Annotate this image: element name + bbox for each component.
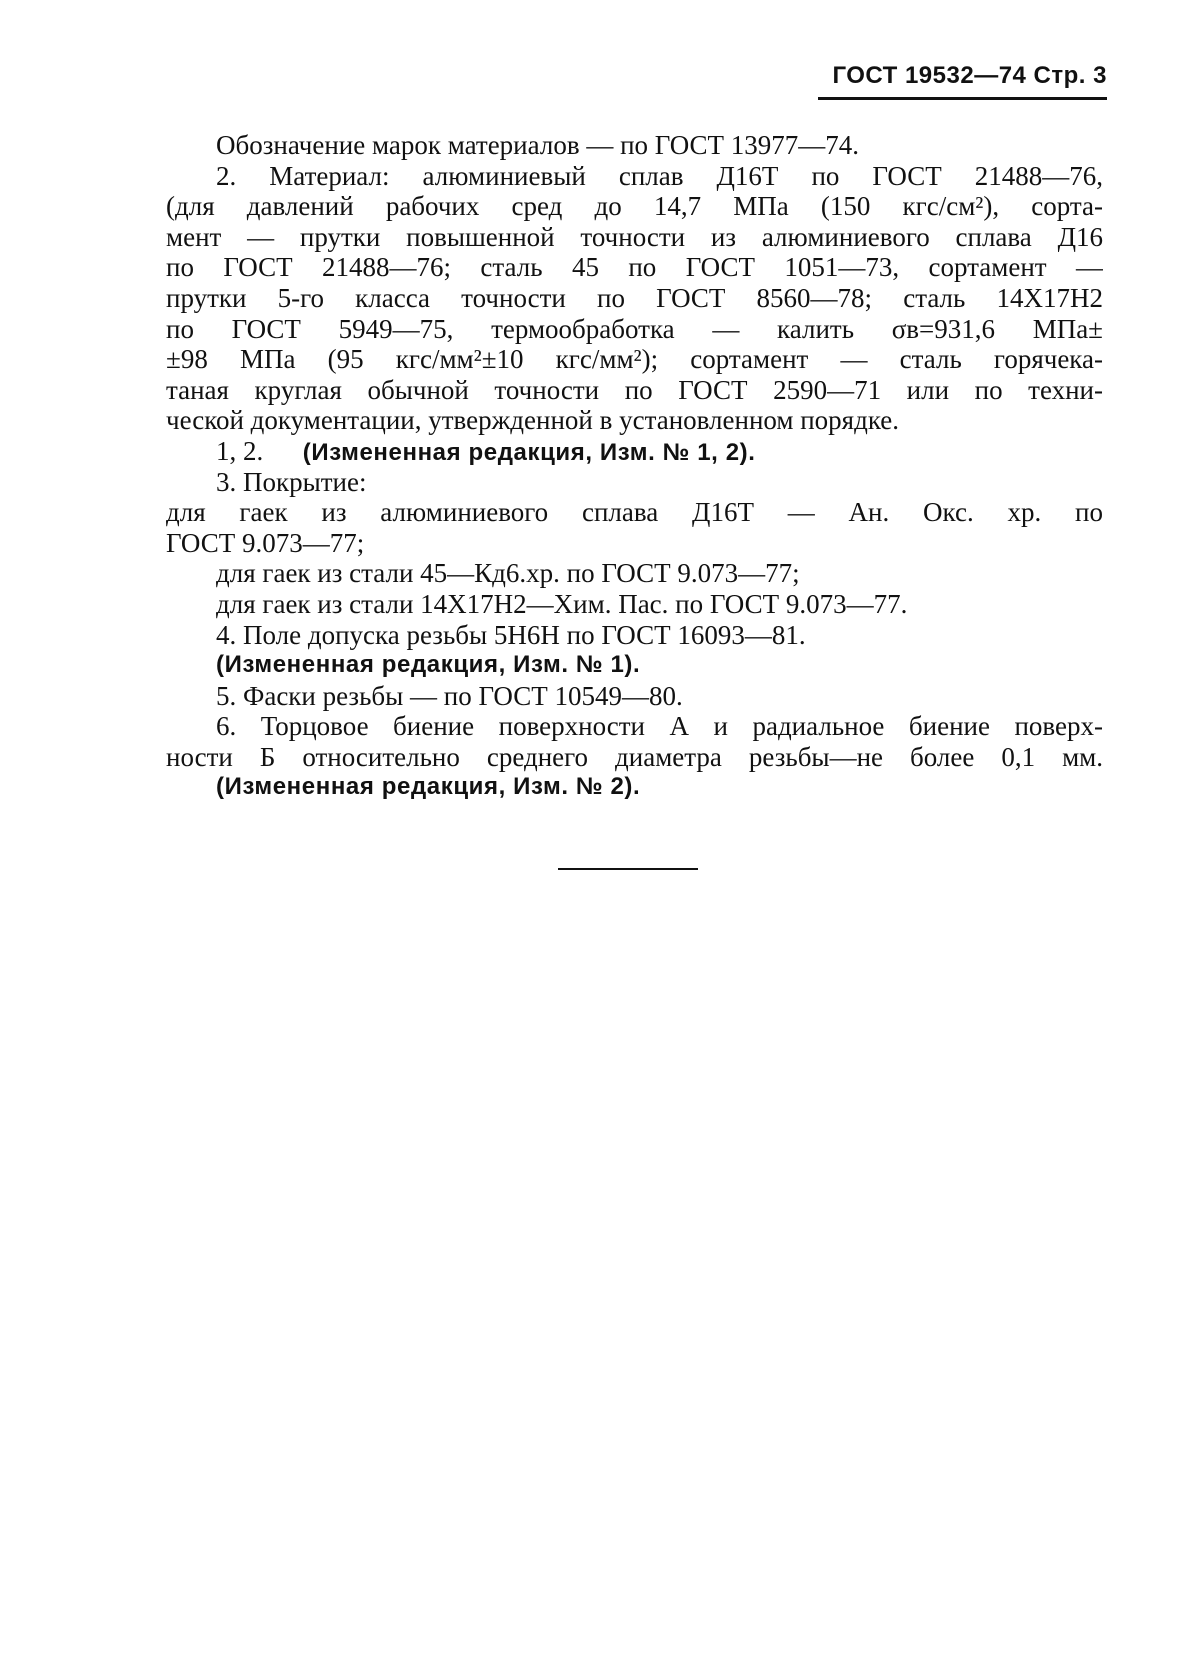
text-line: ±98 МПа (95 кгс/мм²±10 кгс/мм²); сортамент — сталь горячека- (166, 344, 1103, 375)
text-line: 5. Фаски резьбы — по ГОСТ 10549—80. (216, 680, 683, 711)
amendment-ref: 1, 2. (216, 435, 264, 466)
text-line: 3. Покрытие: (216, 466, 367, 497)
text-line: ческой документации, утвержденной в установленном порядке. (166, 405, 900, 436)
text-line: Обозначение марок материалов — по ГОСТ 13977—74. (216, 130, 860, 160)
text-line: 2. Материал: алюминиевый сплав Д16Т по ГОСТ 21488—76, (216, 160, 1103, 191)
text-line: для гаек из стали 14Х17Н2—Хим. Пас. по ГОСТ 9.073—77. (216, 588, 908, 619)
header-rule (818, 97, 1107, 100)
text-line: мент — прутки повышенной точности из алюминиевого сплава Д16 (166, 221, 1103, 252)
text-line: прутки 5-го класса точности по ГОСТ 8560—78; сталь 14Х17Н2 (166, 282, 1103, 313)
text-line: по ГОСТ 21488—76; сталь 45 по ГОСТ 1051—73, сортамент — (166, 252, 1103, 283)
text-line: для гаек из алюминиевого сплава Д16Т — Ан. Окс. хр. по (166, 497, 1103, 528)
page-header: ГОСТ 19532—74 Стр. 3 (832, 62, 1107, 89)
amendment-note: (Измененная редакция, Изм. № 1). (216, 651, 641, 679)
text-line: ности Б относительно среднего диаметра резьбы—не более 0,1 мм. (166, 741, 1103, 772)
text-line (166, 436, 1103, 467)
text-line: ГОСТ 9.073—77; (166, 527, 365, 558)
amendment-note: (Измененная редакция, Изм. № 1, 2). (302, 438, 756, 466)
text-line: таная круглая обычной точности по ГОСТ 2590—71 или по техни- (166, 374, 1103, 405)
text-line: 6. Торцовое биение поверхности А и радиальное биение поверх- (216, 711, 1103, 742)
text-line: для гаек из стали 45—Кд6.хр. по ГОСТ 9.073—77; (216, 558, 800, 589)
text-line: по ГОСТ 5949—75, термообработка — калить σв=931,6 МПа± (166, 313, 1103, 344)
document-body (166, 130, 1103, 803)
end-rule (558, 868, 698, 870)
text-line: 4. Поле допуска резьбы 5Н6Н по ГОСТ 16093—81. (216, 619, 806, 650)
text-line: (для давлений рабочих сред до 14,7 МПа (150 кгс/см²), сорта- (166, 191, 1103, 222)
amendment-note: (Измененная редакция, Изм. № 2). (216, 773, 641, 801)
